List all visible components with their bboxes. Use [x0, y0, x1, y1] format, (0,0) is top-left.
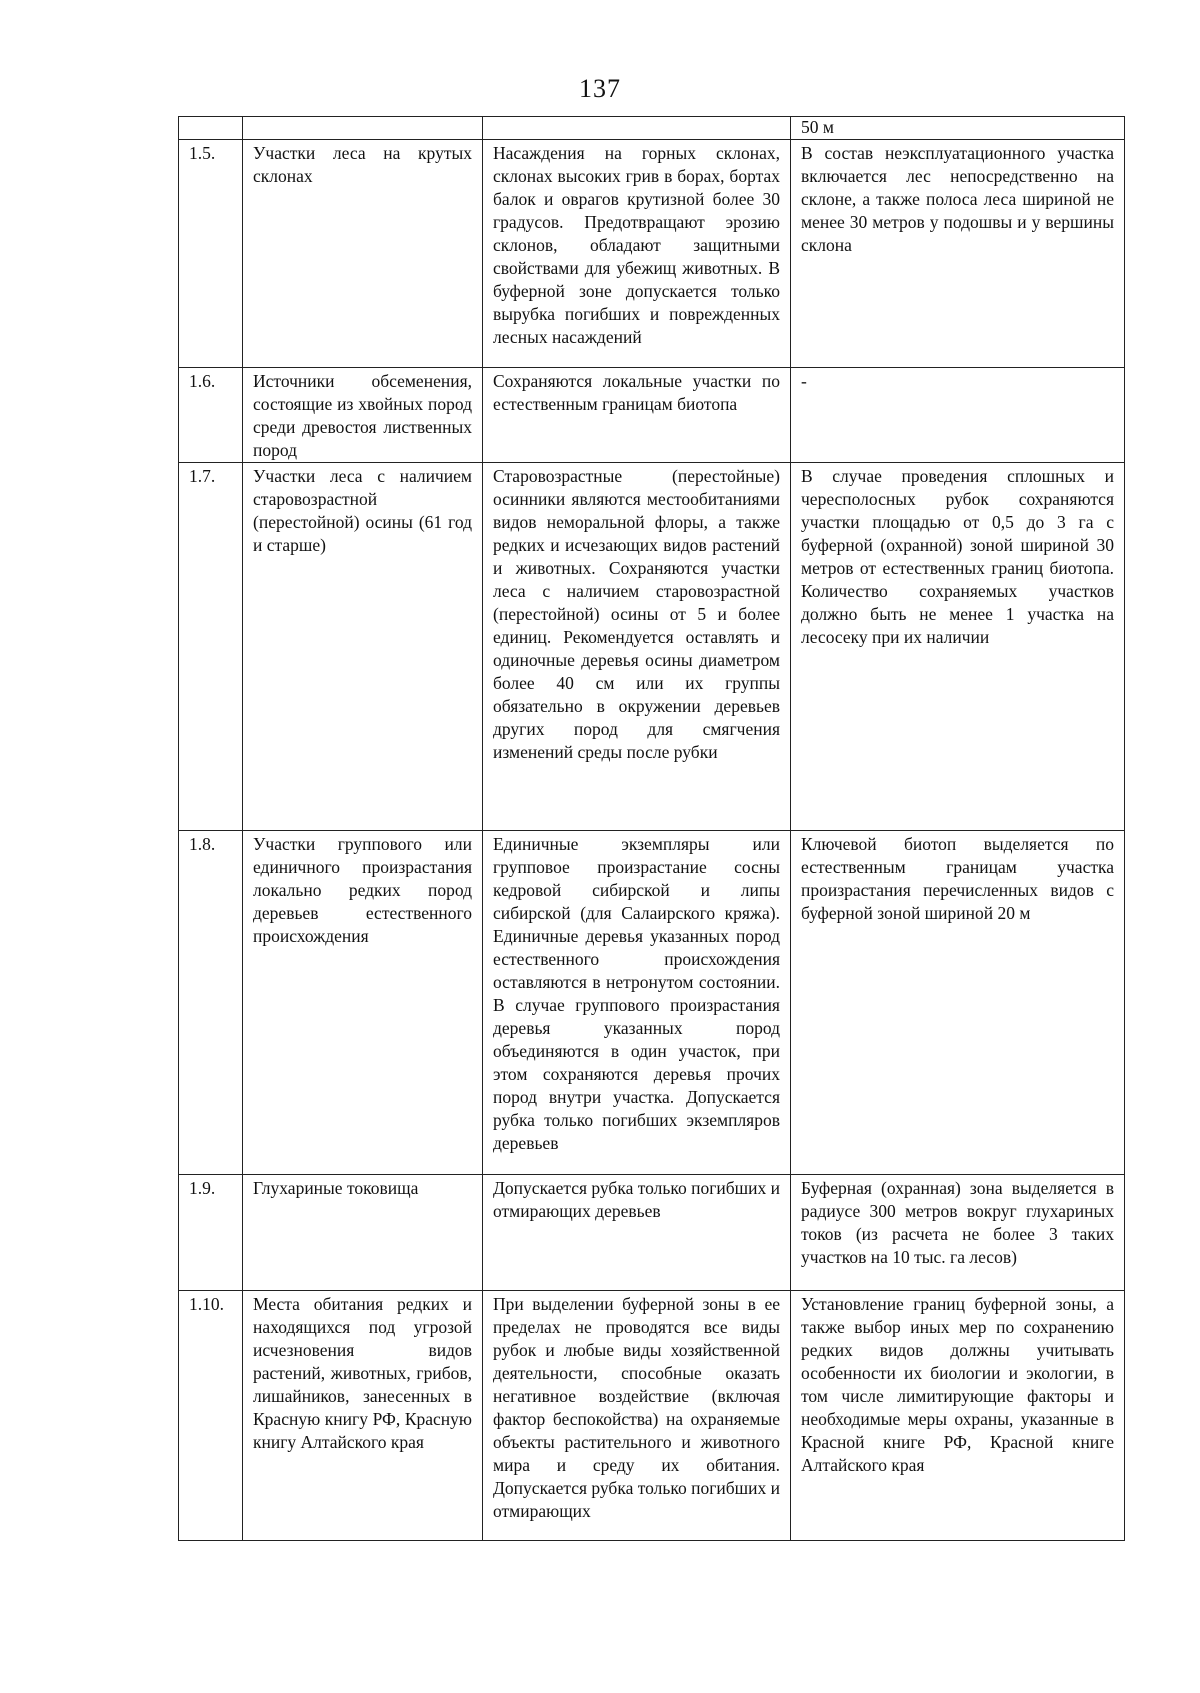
biotope-measures: Буферная (охранная) зона выделяется в радиусе 300 метров вокруг глухариных токов (из расчета не более 3 таких участков на 10 тыс. га лесов) — [791, 1175, 1125, 1291]
biotope-measures: Установление границ буферной зоны, а также выбор иных мер по сохранению редких видов должны учитывать особенности их биологии и экологии, в том числе лимитирующие факторы и необходимые меры охраны, указанные в Красной книге РФ, Красной книге Алтайского края — [791, 1291, 1125, 1541]
table-row-continued — [179, 117, 1125, 140]
biotope-name: Участки леса с наличием старовозрастной (перестойной) осины (61 год и старше) — [243, 463, 483, 831]
row-number: 1.5. — [179, 140, 243, 368]
row-number: 1.7. — [179, 463, 243, 831]
biotope-description: Допускается рубка только погибших и отмирающих деревьев — [483, 1175, 791, 1291]
cell-description — [483, 117, 791, 140]
biotope-name: Участки группового или единичного произрастания локально редких пород деревьев естественного происхождения — [243, 831, 483, 1175]
biotope-table — [178, 116, 1125, 1541]
biotope-name: Глухариные токовища — [243, 1175, 483, 1291]
biotope-name: Участки леса на крутых склонах — [243, 140, 483, 368]
biotope-name: Места обитания редких и находящихся под угрозой исчезновения видов растений, животных, грибов, лишайников, занесенных в Красную книгу РФ, Красную книгу Алтайского края — [243, 1291, 483, 1541]
row-number: 1.6. — [179, 368, 243, 463]
biotope-measures: В случае проведения сплошных и чересполосных рубок сохраняются участки площадью от 0,5 до 3 га с буферной (охранной) зоной шириной 30 метров от естественных границ биотопа. Количество сохраняемых участков должно быть не менее 1 участка на лесосеку при их наличии — [791, 463, 1125, 831]
biotope-measures: - — [791, 368, 1125, 463]
table-row — [179, 140, 1125, 368]
biotope-measures: Ключевой биотоп выделяется по естественным границам участка произрастания перечисленных видов с буферной зоной шириной 20 м — [791, 831, 1125, 1175]
page-number: 137 — [579, 74, 621, 103]
table-row — [179, 1291, 1125, 1541]
biotope-name: Источники обсеменения, состоящие из хвойных пород среди древостоя лиственных пород — [243, 368, 483, 463]
table-row — [179, 831, 1125, 1175]
cell-measures: 50 м — [791, 117, 1125, 140]
biotope-measures: В состав неэксплуатационного участка включается лес непосредственно на склоне, а также полоса леса шириной не менее 30 метров у подошвы и у вершины склона — [791, 140, 1125, 368]
cell-num — [179, 117, 243, 140]
cell-name — [243, 117, 483, 140]
biotope-description: При выделении буферной зоны в ее пределах не проводятся все виды рубок и любые виды хозяйственной деятельности, способные оказать негативное воздействие (включая фактор беспокойства) на охраняемые объекты растительного и животного мира и среду их обитания. Допускается рубка только погибших и отмирающих — [483, 1291, 791, 1541]
table-row — [179, 463, 1125, 831]
table-row — [179, 1175, 1125, 1291]
row-number: 1.10. — [179, 1291, 243, 1541]
table-row — [179, 368, 1125, 463]
row-number: 1.8. — [179, 831, 243, 1175]
biotope-description: Насаждения на горных склонах, склонах высоких грив в борах, бортах балок и оврагов крутизной более 30 градусов. Предотвращают эрозию склонов, обладают защитными свойствами для убежищ животных. В буферной зоне допускается только вырубка погибших и поврежденных лесных насаждений — [483, 140, 791, 368]
biotope-description: Сохраняются локальные участки по естественным границам биотопа — [483, 368, 791, 463]
biotope-description: Единичные экземпляры или групповое произрастание сосны кедровой сибирской и липы сибирской (для Салаирского кряжа). Единичные деревья указанных пород естественного происхождения оставляются в нетронутом состоянии. В случае группового произрастания деревья указанных пород объединяются в один участок, при этом сохраняются деревья прочих пород внутри участка. Допускается рубка только погибших экземпляров деревьев — [483, 831, 791, 1175]
row-number: 1.9. — [179, 1175, 243, 1291]
biotope-description: Старовозрастные (перестойные) осинники являются местообитаниями видов неморальной флоры, а также редких и исчезающих видов растений и животных. Сохраняются участки леса с наличием старовозрастной (перестойной) осины от 5 и более единиц. Рекомендуется оставлять и одиночные деревья осины диаметром более 40 см или их группы обязательно в окружении деревьев других пород для смягчения изменений среды после рубки — [483, 463, 791, 831]
